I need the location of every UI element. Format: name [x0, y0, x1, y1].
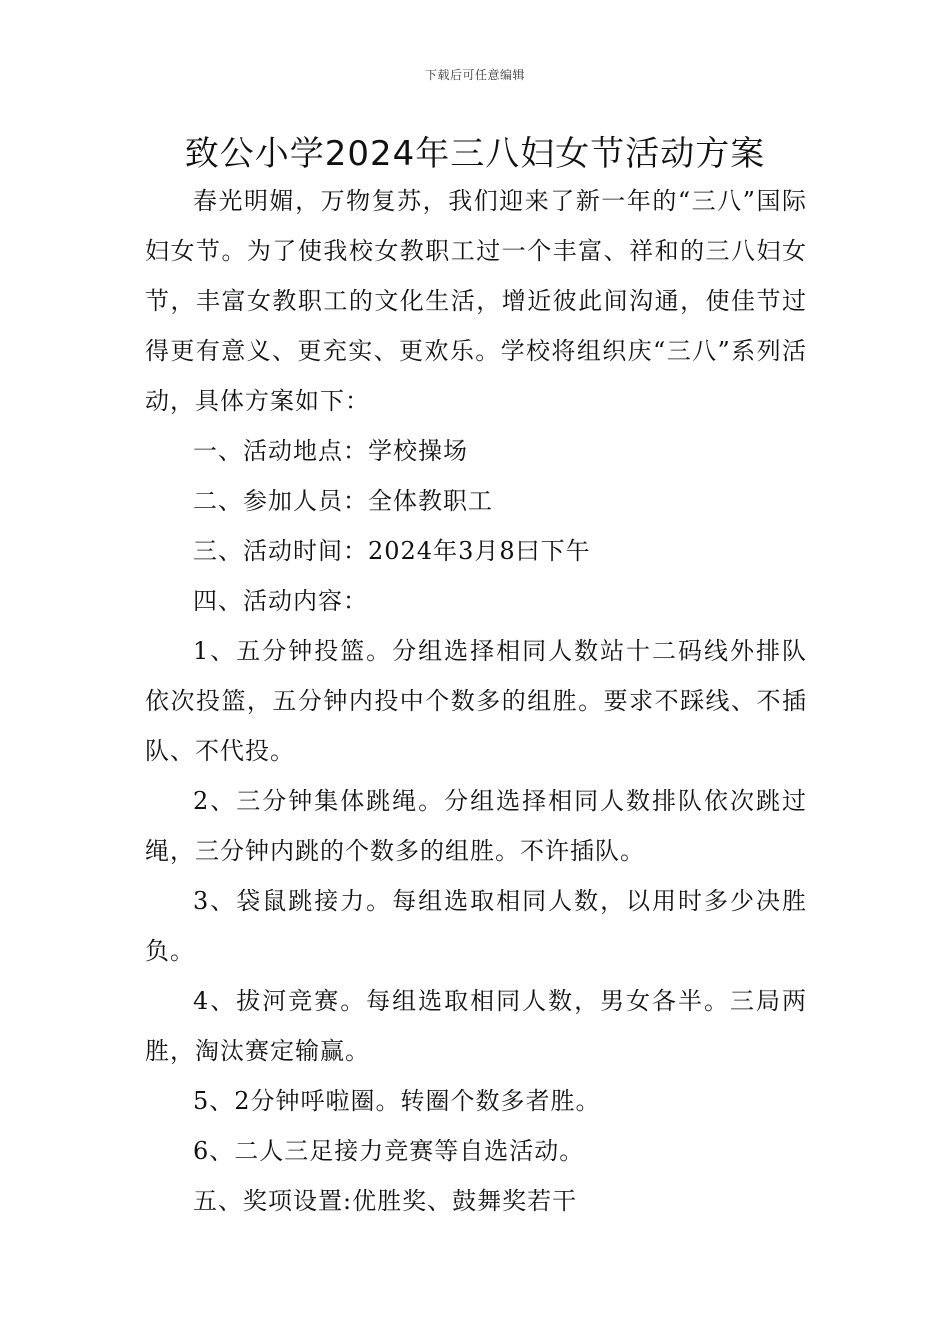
- document-title: 致公小学2024年三八妇女节活动方案: [184, 134, 766, 174]
- activity-item: 4、拔河竞赛。每组选取相同人数，男女各半。三局两胜，淘汰赛定输赢。: [145, 987, 807, 1065]
- activity-item: 6、二人三足接力竞赛等自选活动。: [193, 1137, 585, 1165]
- activity-item: 2、三分钟集体跳绳。分组选择相同人数排队依次跳过绳，三分钟内跳的个数多的组胜。不许插队。: [145, 787, 807, 865]
- section-location: 一、活动地点：学校操场: [193, 437, 468, 465]
- document-body: [145, 176, 807, 1226]
- intro-paragraph: 春光明媚，万物复苏，我们迎来了新一年的“三八”国际妇女节。为了使我校女教职工过一个丰富、祥和的三八妇女节，丰富女教职工的文化生活，增近彼此间沟通，使佳节过得更有意义、更充实、更欢乐。学校将组织庆“三八”系列活动，具体方案如下：: [145, 187, 807, 415]
- section-awards: 五、奖项设置:优胜奖、鼓舞奖若干: [193, 1187, 578, 1215]
- activity-item: 5、2分钟呼啦圈。转圈个数多者胜。: [193, 1087, 601, 1115]
- section-participants: 二、参加人员：全体教职工: [193, 487, 493, 515]
- section-content-heading: 四、活动内容：: [193, 587, 368, 615]
- activity-item: 1、五分钟投篮。分组选择相同人数站十二码线外排队依次投篮，五分钟内投中个数多的组胜。要求不踩线、不插队、不代投。: [145, 637, 807, 765]
- section-time: 三、活动时间：2024年3月8曰下午: [193, 537, 591, 565]
- header-note: 下载后可任意编辑: [424, 68, 525, 82]
- activity-item: 3、袋鼠跳接力。每组选取相同人数，以用时多少决胜负。: [145, 887, 807, 965]
